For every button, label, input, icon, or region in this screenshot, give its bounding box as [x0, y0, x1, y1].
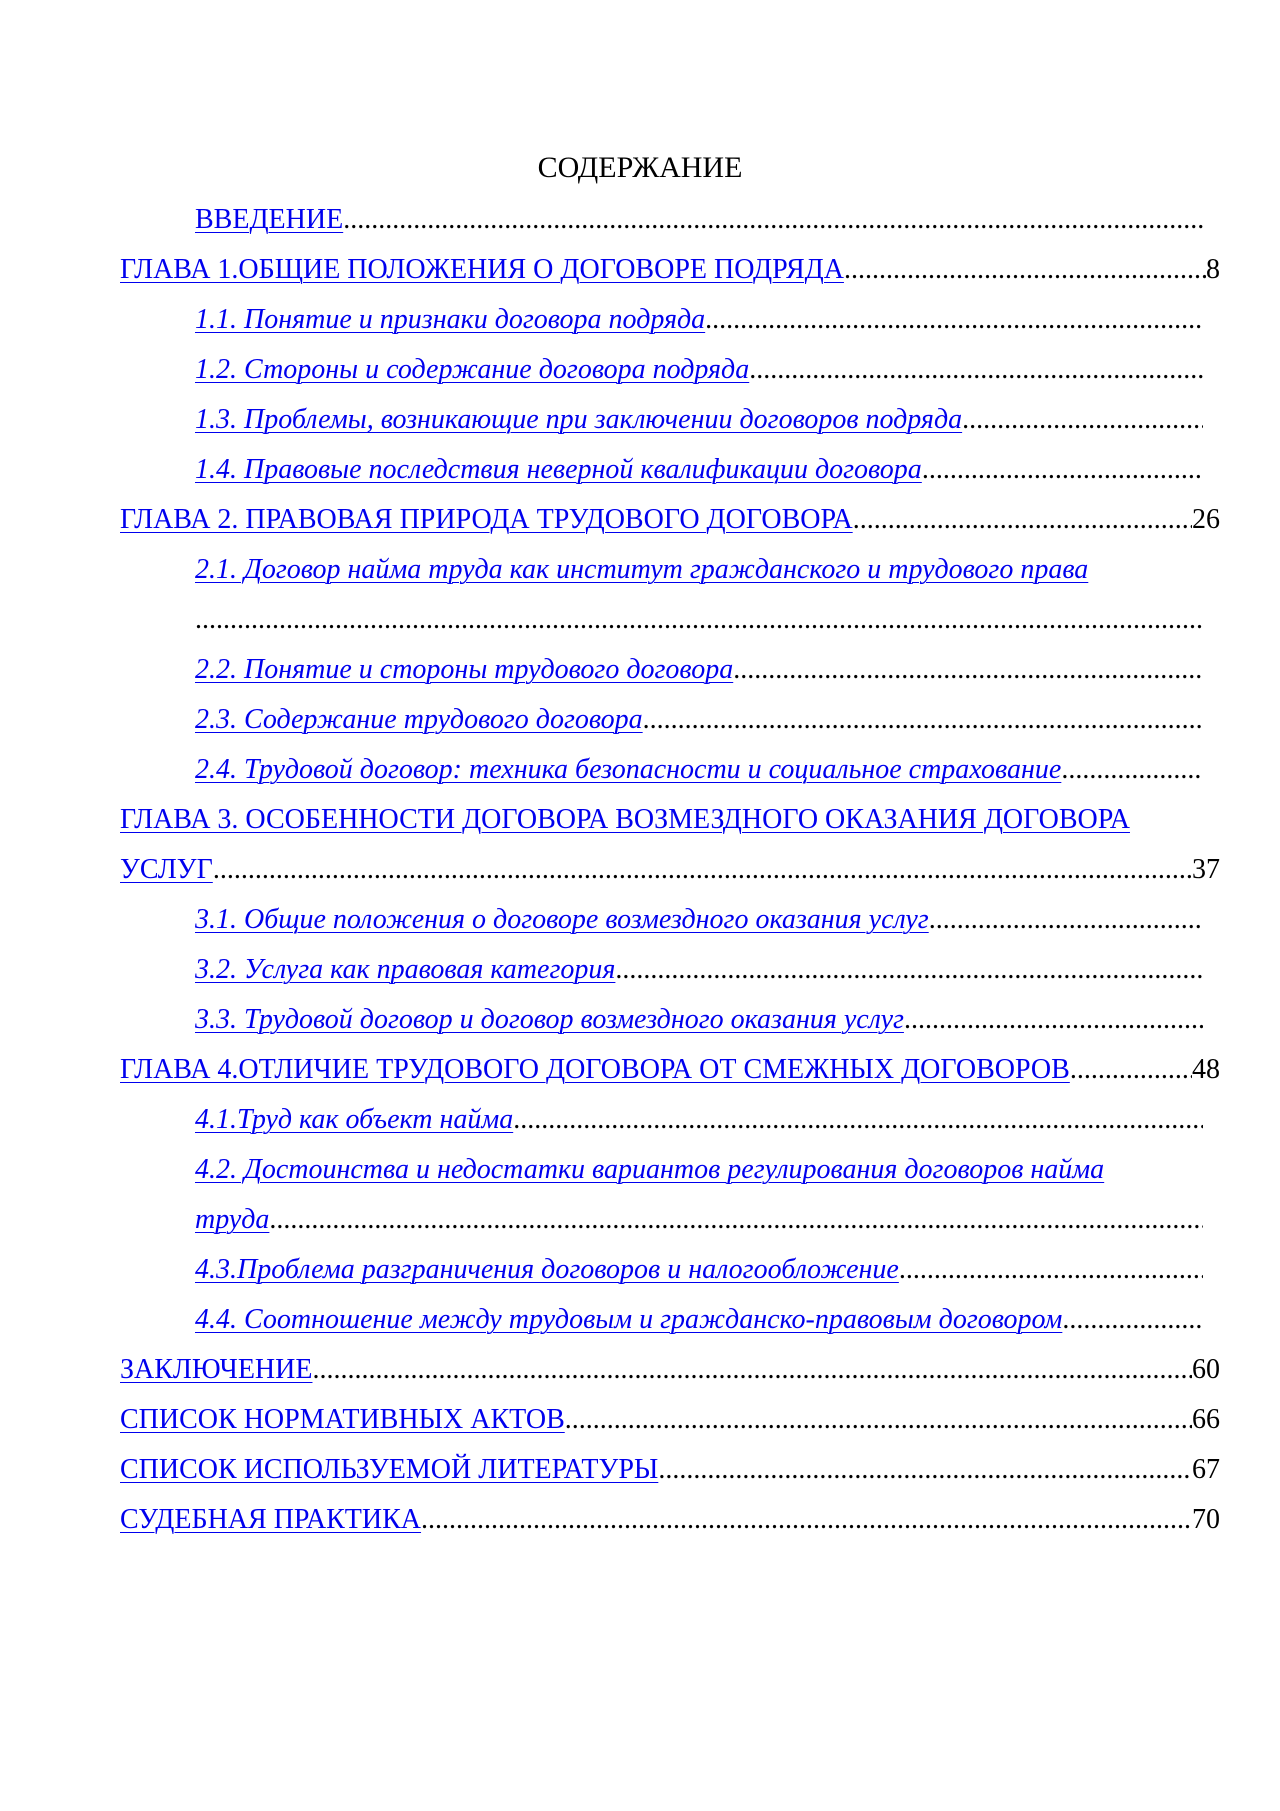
- toc-link-chapter-2[interactable]: ГЛАВА 2. ПРАВОВАЯ ПРИРОДА ТРУДОВОГО ДОГОВОРА: [120, 504, 853, 535]
- dot-leader: [922, 450, 1203, 490]
- toc-entry-section-3-1: [195, 900, 1203, 940]
- toc-link-section-4-2-cont[interactable]: труда: [195, 1204, 270, 1235]
- toc-link-chapter-3[interactable]: ГЛАВА 3. ОСОБЕННОСТИ ДОГОВОРА ВОЗМЕЗДНОГО ОКАЗАНИЯ ДОГОВОРА: [120, 804, 1130, 835]
- dot-leader: [513, 1100, 1203, 1140]
- toc-entry-section-3-3: [195, 1000, 1203, 1040]
- toc-entry-chapter-4: [120, 1050, 1220, 1090]
- toc-entry-section-1-2: [195, 350, 1203, 390]
- toc-entry-section-4-2: [195, 1150, 1203, 1190]
- dot-leader: [643, 700, 1203, 740]
- toc-entry-section-2-4: [195, 750, 1203, 790]
- toc-entry-chapter-2: [120, 500, 1220, 540]
- page-number: 66: [1192, 1404, 1220, 1435]
- toc-entry-case-law: [120, 1500, 1220, 1540]
- toc-link-section-4-2[interactable]: 4.2. Достоинства и недостатки вариантов регулирования договоров найма: [195, 1154, 1105, 1185]
- toc-link-section-3-1[interactable]: 3.1. Общие положения о договоре возмездного оказания услуг: [195, 904, 929, 935]
- toc-entry-section-2-1: [195, 550, 1203, 590]
- dot-leader: [705, 300, 1203, 340]
- toc-link-section-2-3[interactable]: 2.3. Содержание трудового договора: [195, 704, 643, 735]
- toc-link-chapter-1[interactable]: ГЛАВА 1.ОБЩИЕ ПОЛОЖЕНИЯ О ДОГОВОРЕ ПОДРЯДА: [120, 254, 844, 285]
- toc-link-conclusion[interactable]: ЗАКЛЮЧЕНИЕ: [120, 1354, 313, 1385]
- toc-entry-section-2-3: [195, 700, 1203, 740]
- page-number: 70: [1192, 1504, 1220, 1535]
- toc-link-case-law[interactable]: СУДЕБНАЯ ПРАКТИКА: [120, 1504, 422, 1535]
- toc-entry-section-2-2: [195, 650, 1203, 690]
- toc-link-section-2-1[interactable]: 2.1. Договор найма труда как институт гражданского и трудового права: [195, 554, 1089, 585]
- dot-leader: [962, 400, 1203, 440]
- toc-entry-chapter-3-cont: [120, 850, 1220, 890]
- dot-leader: [421, 1500, 1192, 1540]
- dot-leader: [1070, 1050, 1192, 1090]
- page-number: 60: [1192, 1354, 1220, 1385]
- dot-leader: [312, 1350, 1192, 1390]
- toc-link-section-3-3[interactable]: 3.3. Трудовой договор и договор возмездного оказания услуг: [195, 1004, 904, 1035]
- dot-leader: [733, 650, 1203, 690]
- toc-title: СОДЕРЖАНИЕ: [537, 151, 743, 184]
- toc-entry-literature: [120, 1450, 1220, 1490]
- toc-entry-section-4-2-cont: [195, 1200, 1203, 1240]
- dot-leader: [195, 600, 1203, 640]
- dot-leader: [213, 850, 1192, 890]
- toc-entry-section-2-1-leader: [195, 600, 1203, 640]
- dot-leader: [749, 350, 1203, 390]
- toc-link-section-3-2[interactable]: 3.2. Услуга как правовая категория: [195, 954, 616, 985]
- dot-leader: [615, 950, 1203, 990]
- page-number: 48: [1192, 1054, 1220, 1085]
- toc-entry-section-1-4: [195, 450, 1203, 490]
- toc-entry-section-4-4: [195, 1300, 1203, 1340]
- toc-entry-section-4-3: [195, 1250, 1203, 1290]
- toc-link-section-1-3[interactable]: 1.3. Проблемы, возникающие при заключении договоров подряда: [195, 404, 963, 435]
- toc-link-section-4-1[interactable]: 4.1.Труд как объект найма: [195, 1104, 514, 1135]
- dot-leader: [853, 500, 1192, 540]
- toc-entry-section-3-2: [195, 950, 1203, 990]
- dot-leader: [658, 1450, 1192, 1490]
- toc-entry-section-1-3: [195, 400, 1203, 440]
- page-number: 67: [1192, 1454, 1220, 1485]
- toc-link-section-1-4[interactable]: 1.4. Правовые последствия неверной квалификации договора: [195, 454, 922, 485]
- toc-entry-normative-acts: [120, 1400, 1220, 1440]
- dot-leader: [929, 900, 1203, 940]
- dot-leader: [565, 1400, 1192, 1440]
- toc-link-introduction[interactable]: ВВЕДЕНИЕ: [195, 204, 344, 235]
- toc-entry-introduction: [195, 200, 1203, 240]
- dot-leader: [844, 250, 1206, 290]
- dot-leader: [343, 200, 1203, 240]
- toc-link-section-2-2[interactable]: 2.2. Понятие и стороны трудового договора: [195, 654, 734, 685]
- toc-link-section-1-2[interactable]: 1.2. Стороны и содержание договора подряда: [195, 354, 750, 385]
- toc-link-section-1-1[interactable]: 1.1. Понятие и признаки договора подряда: [195, 304, 706, 335]
- toc-entry-chapter-3: [120, 800, 1220, 840]
- toc-link-literature[interactable]: СПИСОК ИСПОЛЬЗУЕМОЙ ЛИТЕРАТУРЫ: [120, 1454, 659, 1485]
- dot-leader: [904, 1000, 1203, 1040]
- dot-leader: [1061, 750, 1203, 790]
- toc-entry-conclusion: [120, 1350, 1220, 1390]
- dot-leader: [269, 1200, 1203, 1240]
- toc-entry-chapter-1: [120, 250, 1220, 290]
- toc-link-chapter-3-cont[interactable]: УСЛУГ: [120, 854, 213, 885]
- toc-link-section-4-4[interactable]: 4.4. Соотношение между трудовым и гражданско-правовым договором: [195, 1304, 1063, 1335]
- dot-leader: [899, 1250, 1203, 1290]
- toc-entry-section-4-1: [195, 1100, 1203, 1140]
- toc-link-chapter-4[interactable]: ГЛАВА 4.ОТЛИЧИЕ ТРУДОВОГО ДОГОВОРА ОТ СМЕЖНЫХ ДОГОВОРОВ: [120, 1054, 1070, 1085]
- page-number: 37: [1192, 854, 1220, 885]
- toc-entry-section-1-1: [195, 300, 1203, 340]
- toc-link-section-4-3[interactable]: 4.3.Проблема разграничения договоров и налогообложение: [195, 1254, 899, 1285]
- toc-link-normative-acts[interactable]: СПИСОК НОРМАТИВНЫХ АКТОВ: [120, 1404, 565, 1435]
- dot-leader: [1062, 1300, 1203, 1340]
- toc-link-section-2-4[interactable]: 2.4. Трудовой договор: техника безопасности и социальное страхование: [195, 754, 1062, 785]
- page-number: 8: [1206, 254, 1220, 285]
- page-number: 26: [1192, 504, 1220, 535]
